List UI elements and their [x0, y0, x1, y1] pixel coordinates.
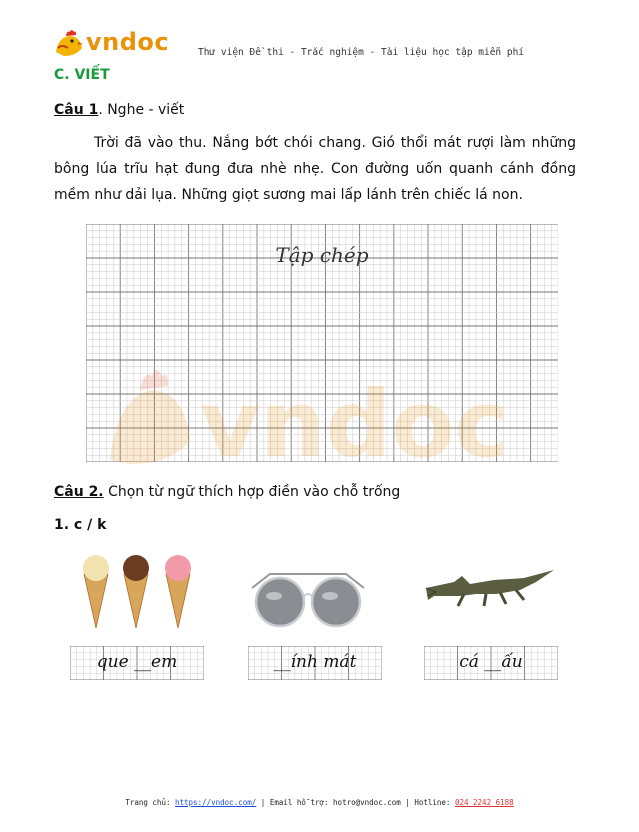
question-1-title	[54, 102, 184, 118]
header-tagline: Thư viện Đề thi - Trắc nghiệm - Tài liệu học tập miễn phí	[198, 47, 525, 58]
footer-hotline[interactable]: 024 2242 6188	[454, 798, 514, 807]
sunglasses-image	[246, 566, 370, 628]
footer-email[interactable]: hotro@vndoc.com	[333, 798, 401, 807]
answer-text-3: cá __ấu	[459, 652, 523, 672]
exercise-subtitle: 1. c / k	[54, 517, 107, 533]
grid-heading: Tập chép	[275, 243, 369, 267]
question-2-title	[54, 484, 400, 500]
footer-hotline-label: | Hotline:	[400, 798, 455, 807]
footer-home-label: Trang chủ:	[125, 798, 175, 807]
footer-home-link[interactable]: https://vndoc.com/	[175, 798, 257, 807]
answer-text-1: que __em	[96, 652, 178, 672]
question-1-label: Câu 1	[54, 102, 99, 118]
section-title: C. VIẾT	[54, 67, 110, 83]
crocodile-image	[424, 566, 558, 608]
answer-box-3[interactable]	[424, 646, 558, 680]
footer-email-label: | Email hỗ trợ:	[256, 798, 334, 807]
svg-text:vndoc: vndoc	[200, 371, 510, 470]
answer-box-1[interactable]	[70, 646, 204, 680]
vndoc-logo[interactable]	[52, 26, 180, 60]
question-2-rest: Chọn từ ngữ thích hợp điền vào chỗ trống	[103, 484, 401, 500]
question-1-rest: . Nghe - viết	[98, 102, 185, 118]
footer	[0, 798, 639, 807]
question-2-label: Câu 2.	[54, 484, 104, 500]
watermark-logo	[110, 360, 530, 470]
rooster-icon	[52, 26, 86, 60]
ice-cream-cones-image	[76, 552, 200, 632]
answer-box-2[interactable]	[248, 646, 382, 680]
dictation-paragraph: Trời đã vào thu. Nắng bớt chói chang. Gió thổi mát rượi làm những bông lúa trĩu hạt đung đưa nhè nhẹ. Con đường uốn quanh cánh đồng mềm như dải lụa. Những giọt sương mai lấp lánh trên chiếc lá non.	[54, 135, 576, 203]
logo-text: vndoc	[86, 28, 170, 56]
answer-text-2: __ính mát	[273, 652, 357, 672]
